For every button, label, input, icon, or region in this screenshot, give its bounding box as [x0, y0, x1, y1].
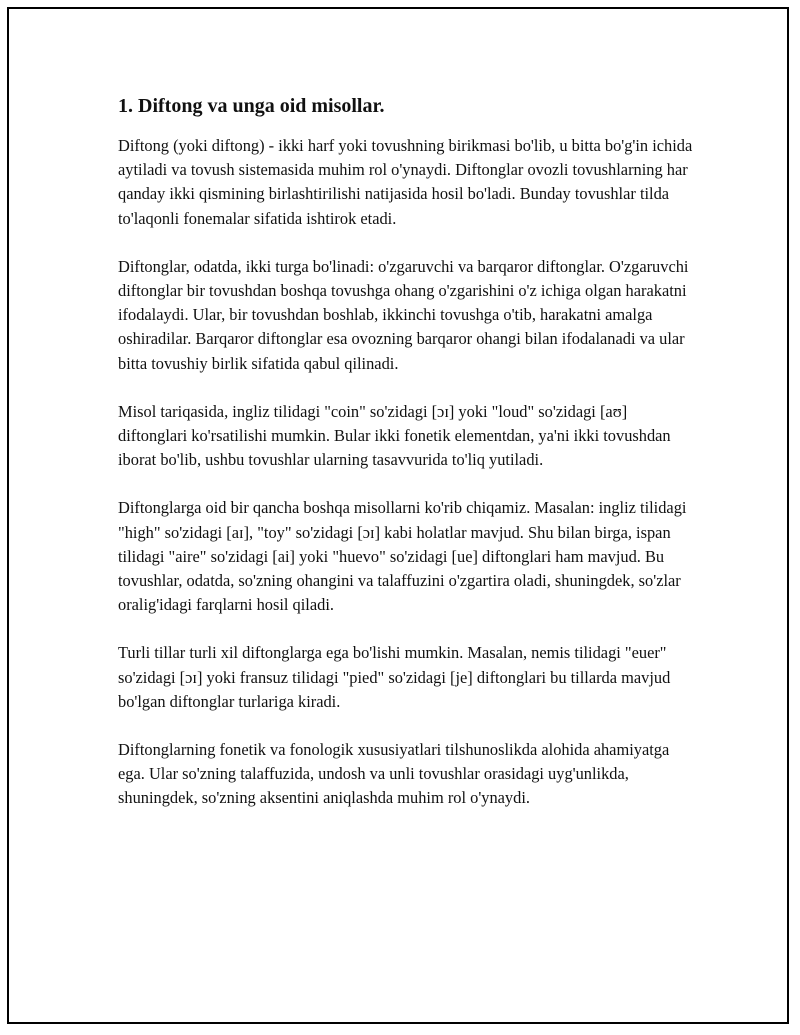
- document-body: [118, 92, 698, 835]
- paragraph-types: Diftonglar, odatda, ikki turga bo'linadi: o'zgaruvchi va barqaror diftonglar. O'zgaruvchi diftonglar bir tovushdan boshqa tovushga ohang o'zgarishini o'z ichiga olgan harakatni ifodalaydi. Ular, bir tovushdan boshlab, ikkinchi tovushga o'tib, harakatni amalga oshiradilar. Barqaror diftonglar esa ovozning barqaror ohangi bilan ifodalanadi va ular bitta tovushiy birlik sifatida qabul qilinadi.: [118, 256, 689, 373]
- paragraph-english-examples: Misol tariqasida, ingliz tilidagi "coin" so'zidagi [ɔɪ] yoki "loud" so'zidagi [aʊ] diftonglari ko'rsatilishi mumkin. Bular ikki fonetik elementdan, ya'ni ikki tovushdan iborat bo'lib, ushbu tovushlar ularning tasavvurida to'liq yutiladi.: [118, 401, 671, 470]
- paragraph-other-languages: Turli tillar turli xil diftonglarga ega bo'lishi mumkin. Masalan, nemis tilidagi "euer" so'zidagi [ɔɪ] yoki fransuz tilidagi "pied" so'zidagi [je] diftonglari bu tillarda mavjud bo'lgan diftonglar turlariga kiradi.: [118, 643, 671, 711]
- document-heading: 1. Diftong va unga oid misollar.: [118, 95, 385, 117]
- paragraph-more-examples: Diftonglarga oid bir qancha boshqa misollarni ko'rib chiqamiz. Masalan: ingliz tilidagi "high" so'zidagi [aɪ], "toy" so'zidagi [ɔɪ] kabi holatlar mavjud. Shu bilan birga, ispan tilidagi "aire" so'zidagi [ai] yoki "huevo" so'zidagi [ue] diftonglari ham mavjud. Bu tovushlar, odatda, so'zning ohangini va talaffuzini o'zgartira oladi, shuningdek, so'zlar oralig'idagi farqlarni hosil qiladi.: [118, 498, 687, 615]
- paragraph-significance: Diftonglarning fonetik va fonologik xususiyatlari tilshunoslikda alohida ahamiyatga ega. Ular so'zning talaffuzida, undosh va unli tovushlar orasidagi uyg'unlikda, shuningdek, so'zning aksentini aniqlashda muhim rol o'ynaydi.: [118, 740, 670, 808]
- paragraph-definition: Diftong (yoki diftong) - ikki harf yoki tovushning birikmasi bo'lib, u bitta bo'g'in ichida aytiladi va tovush sistemasida muhim rol o'ynaydi. Diftonglar ovozli tovushlarning har qanday ikki qismining birlashtirilishi natijasida hosil bo'ladi. Bunday tovushlar tilda to'laqonli fonemalar sifatida ishtirok etadi.: [118, 136, 693, 228]
